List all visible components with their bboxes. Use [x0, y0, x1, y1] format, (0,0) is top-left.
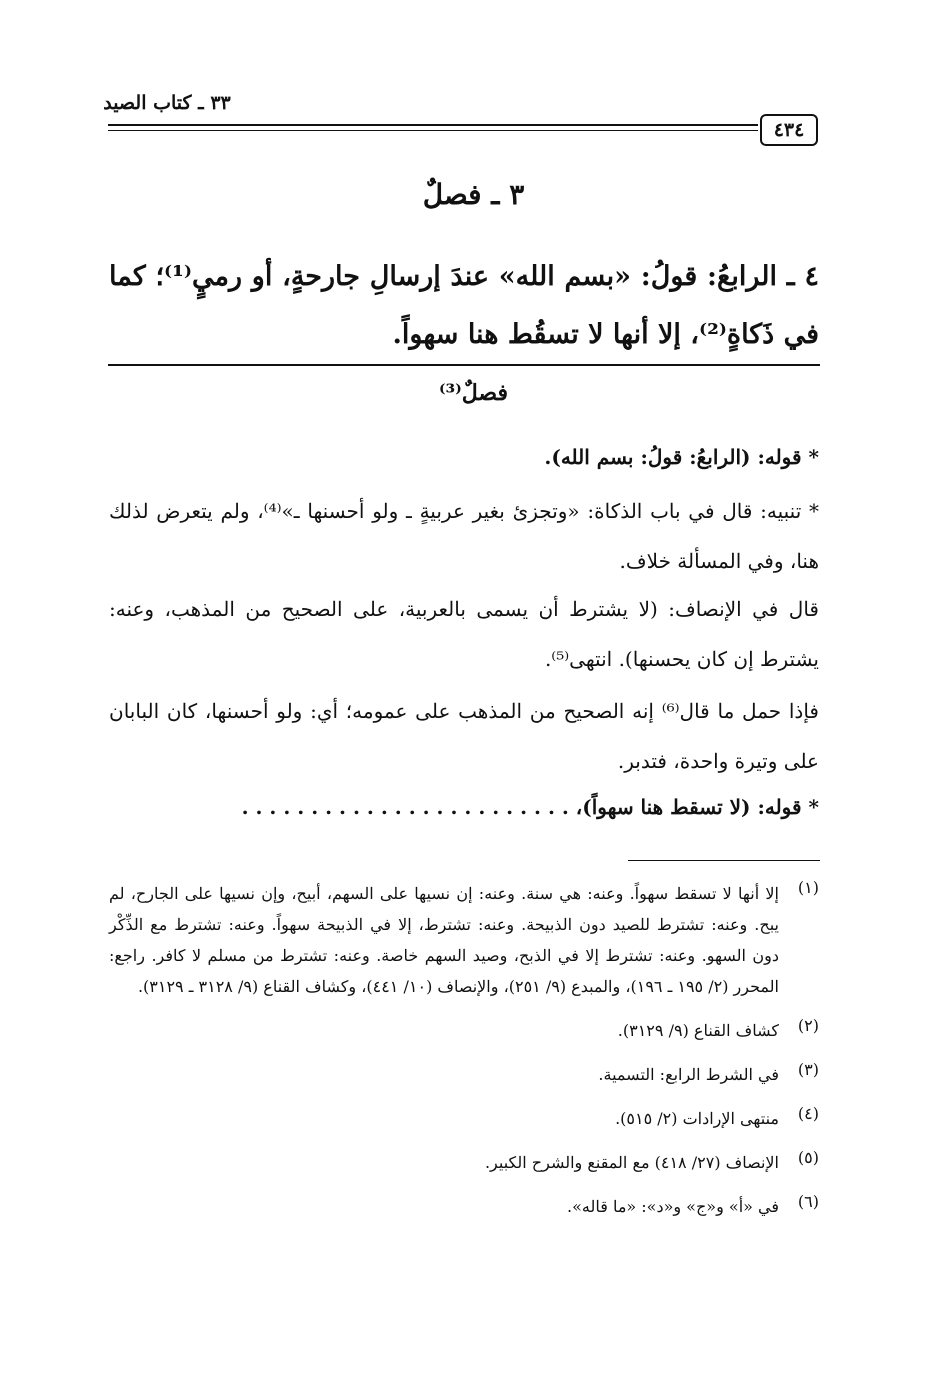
- paragraph: * قوله: (لا تسقط هنا سهواً)، . . . . . . . . . . . . . . . . . . . . . . . .: [241, 795, 819, 819]
- main-text-divider: [108, 364, 820, 366]
- footnote-text: الإنصاف (٢٧/ ٤١٨) مع المقنع والشرح الكبير.: [484, 1153, 779, 1172]
- footnote-number: (٦): [797, 1192, 819, 1211]
- paragraph: قال في الإنصاف: (لا يشترط أن يسمى بالعربية، على الصحيح من المذهب، وعنه: يشترط إن كان يحسنها). انتهى⁽⁵⁾.: [109, 597, 819, 671]
- page-number: ٤٣٤: [760, 114, 818, 146]
- footnote-number: (٢): [797, 1016, 819, 1035]
- footnote-number: (١): [797, 878, 819, 897]
- main-text: ٤ ـ الرابعُ: قولُ: «بسم الله» عندَ إرسالِ جارحةٍ، أو رميٍ⁽¹⁾؛ كما في ذَكاةٍ⁽²⁾، إلا أنها لا تسقُط هنا سهواً.: [109, 261, 819, 350]
- footnote-text: في الشرط الرابع: التسمية.: [598, 1065, 779, 1084]
- header-rule-thin: [108, 130, 758, 131]
- footnote-text: منتهى الإرادات (٢/ ٥١٥).: [615, 1109, 779, 1128]
- footnote-text: كشاف القناع (٩/ ٣١٢٩).: [617, 1021, 779, 1040]
- commentary-heading: فصلٌ⁽³⁾: [438, 380, 508, 406]
- footnote-number: (٥): [797, 1148, 819, 1167]
- footnote: [109, 878, 819, 1002]
- footnote-text: إلا أنها لا تسقط سهواً. وعنه: هي سنة. وعنه: إن نسيها على السهم، أبيح، وإن نسيها على الجارح، لم يبح. وعنه: تشترط للصيد دون الذبيحة. وعنه: تشترط، إلا في الذبيحة سهواً. وعنه: تشترط مع الذِّكْر دون السهو. وعنه: تشترط إلا في الذبح، وصيد السهم خاصة. وعنه: تشترط من مسلم لا كافر. راجع: المحرر (٢/ ١٩٥ ـ ١٩٦)، والمبدع (٩/ ٢٥١)، والإنصاف (١٠/ ٤٤١)، وكشاف القناع (٩/ ٣١٢٨ ـ ٣١٢٩).: [109, 884, 779, 996]
- footnote: [109, 1148, 819, 1178]
- section-heading: ٣ ـ فصلٌ: [422, 178, 525, 211]
- footnote-number: (٣): [797, 1060, 819, 1079]
- running-title: ٣٣ ـ كتاب الصيد: [103, 92, 231, 114]
- footnotes: [109, 878, 819, 1222]
- footnote: [109, 1104, 819, 1134]
- footnote-separator: [628, 860, 820, 861]
- footnote: [109, 1192, 819, 1222]
- header-rule: [108, 124, 758, 126]
- footnote-text: في «أ» و«ج» و«د»: «ما قاله».: [567, 1197, 779, 1216]
- paragraph: * تنبيه: قال في باب الذكاة: «وتجزئ بغير عربيةٍ ـ ولو أحسنها ـ»⁽⁴⁾، ولم يتعرض لذلك هنا، وفي المسألة خلاف.: [109, 499, 819, 573]
- footnote: [109, 1016, 819, 1046]
- footnote: [109, 1060, 819, 1090]
- footnote-number: (٤): [797, 1104, 819, 1123]
- page-header: [0, 0, 947, 150]
- paragraph: فإذا حمل ما قال⁽⁶⁾ إنه الصحيح من المذهب على عمومه؛ أي: ولو أحسنها، كان البابان على وتيرة واحدة، فتدبر.: [109, 699, 819, 773]
- paragraph: * قوله: (الرابعُ: قولُ: بسم الله).: [544, 445, 819, 469]
